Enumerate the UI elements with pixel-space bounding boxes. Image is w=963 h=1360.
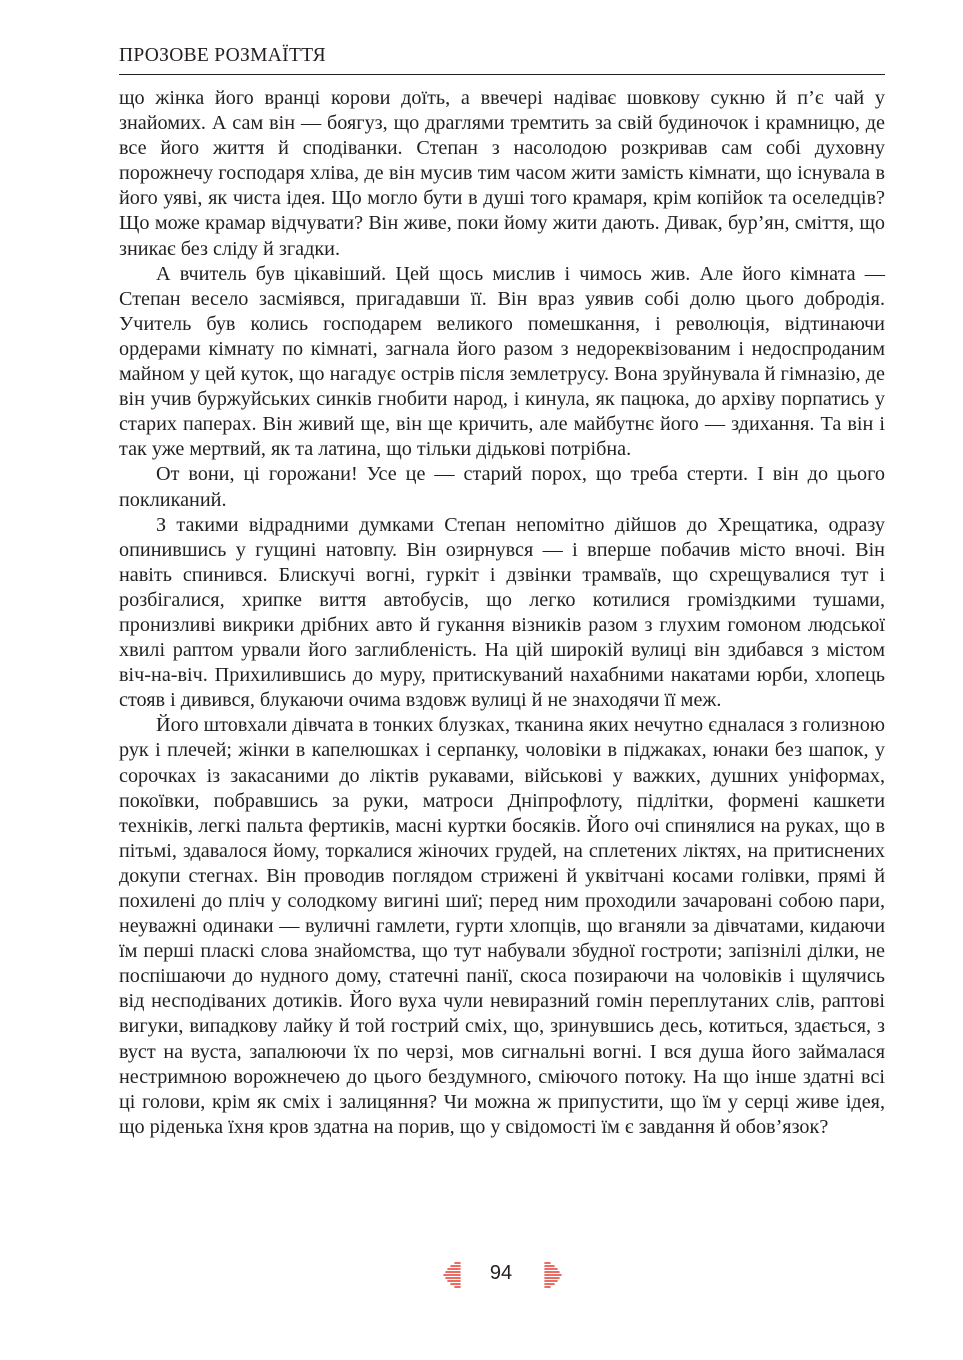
right-ornament-icon (544, 1261, 562, 1289)
paragraph: А вчитель був цікавіший. Цей щось мислив і чимось жив. Але його кімната — Степан весело засміявся, пригадавши її. Він враз уявив собі долю цього добродія. Учитель був колись господарем великого помешкання, і революція, відтинаючи ордерами кімнату по кімнаті, загнала його разом з недореквізованим і недоспроданим майном у цей куток, що нагадує острів після землетрусу. Вона зруйнувала й гімназію, де він учив буржуйських синків гнобити народ, і кинула, як пацюка, до архіву порпатись у старих паперах. Він живий ще, він ще кричить, але майбутнє його — здихання. Та він і так уже мертвий, як та латина, що тільки дідькові потрібна. (119, 262, 885, 461)
paragraph: От вони, ці горожани! Усе це — старий порох, що треба стерти. І він до цього покликаний. (119, 463, 885, 511)
paragraph: що жінка його вранці корови доїть, а ввечері надіває шовкову сукню й п’є чай у знайомих. А сам він — боягуз, що драглями тремтить за свій будиночок і крамницю, де все його життя й сподіванки. Степан з насолодою розкривав сам собі духовну порожнечу господаря хліва, де він мусив тим часом жити замість кімнати, що існувала в його уяві, як чиста ідея. Що могло бути в душі того крамаря, крім копійок та оселедців? Що може крамар відчувати? Він живе, поки йому жити дають. Дивак, бур’ян, сміття, що зникає без сліду й згадки. (119, 87, 885, 260)
page-number: 94 (489, 1262, 513, 1284)
section-title: ПРОЗОВЕ РОЗМАЇТТЯ (119, 45, 326, 66)
running-header (119, 44, 885, 75)
paragraph: Його штовхали дівчата в тонких блузках, тканина яких нечутно єдналася з голизною рук і плечей; жінки в капелюшках і серпанку, чоловіки в піджаках, юнаки без шапок, у сорочках із закасаними до ліктів рукавами, військові у важких, душних уніформах, покоївки, побравшись за руки, матроси Дніпрофлоту, підлітки, формені кашкети техніків, легкі пальта фертиків, масні куртки босяків. Його очі спинялися на руках, що в пітьмі, здавалося йому, торкалися жіночих грудей, на сплетених ліктях, на притиснених докупи стегнах. Він проводив поглядом стрижені й уквітчані косами голівки, прямі й похилені до пліч у солодкому вигині шиї; перед ним проходили зачаровані собою пари, неуважні одинаки — вуличні гамлети, гурти хлопців, що вганяли за дівчатами, кидаючи їм перші пласкі слова знайомства, що тут набували збудної гостроти; запізнілі ділки, не поспішаючи до нудного дому, статечні панії, скоса позираючи на чоловіків і щулячись від несподіваних дотиків. Його вуха чули невиразний гомін переплутаних слів, раптові вигуки, випадкову лайку й той гострий сміх, що, зринувшись десь, котиться, здається, з вуст на вуста, запалюючи їх по черзі, мов сигнальні вогні. І вся душа його займалася нестримною ворожнечею до цього бездумного, сміючого потоку. На що інше здатні всі ці голови, крім як сміх і залицяння? Чи можна ж припустити, що їм у серці живе ідея, що ріденька їхня кров здатна на порив, що у свідомості їм є завдання й обов’язок? (119, 714, 885, 1138)
page-footer (440, 1258, 570, 1292)
page-body (119, 86, 885, 1140)
paragraph: З такими відрадними думками Степан непомітно дійшов до Хрещатика, одразу опинившись у гущині натовпу. Він озирнувся — і вперше побачив місто вночі. Він навіть спинився. Блискучі вогні, гуркіт і дзвінки трамваїв, що схрещувалися тут і розбігалися, хрипке виття автобусів, що легко котилися громіздкими тушами, пронизливі викрики дрібних авто й гукання візників разом з глухим гомоном людської хвилі раптом урвали його заглибленість. На цій широкій вулиці він здибався з містом віч-на-віч. Прихилившись до муру, притискуваний нахабними накатами юрби, хлопець стояв і дивився, блукаючи очима вздовж вулиці й не знаходячи її меж. (119, 513, 885, 712)
